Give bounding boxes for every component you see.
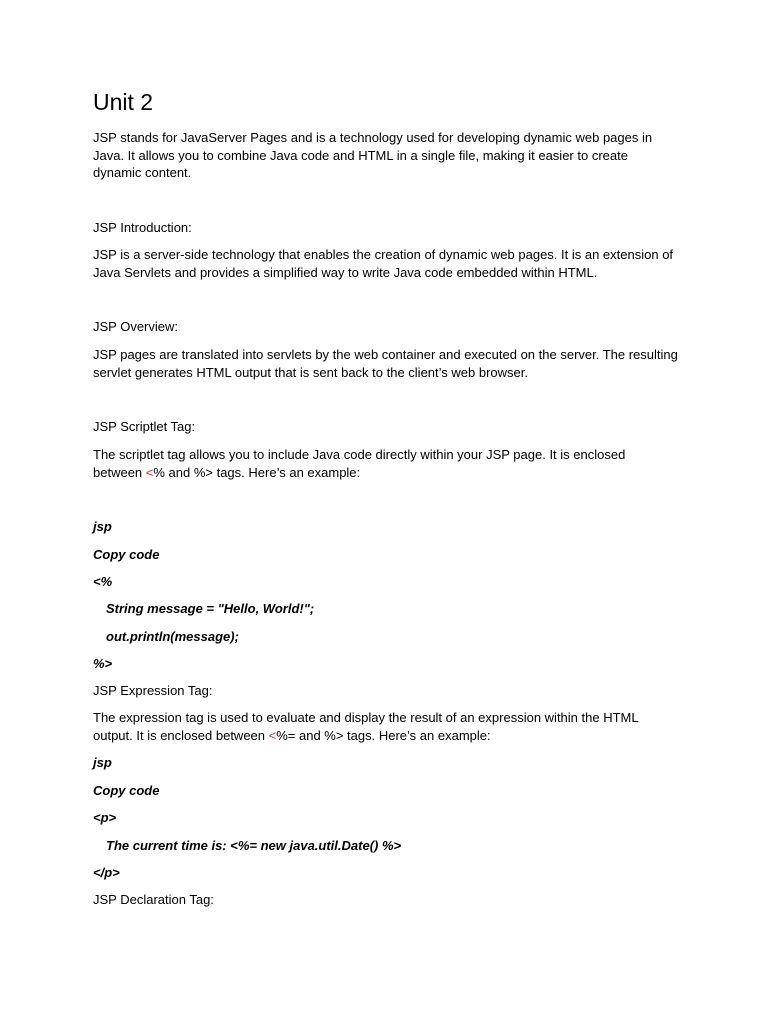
scriptlet-code-line: out.println(message); (106, 629, 239, 644)
scriptlet-code-lang: jsp (93, 519, 112, 534)
scriptlet-code-line: String message = "Hello, World!"; (106, 601, 315, 616)
scriptlet-code-line: %> (93, 656, 113, 671)
expression-heading: JSP Expression Tag: (93, 683, 213, 698)
page-title: Unit 2 (93, 89, 154, 115)
expression-paragraph (93, 709, 678, 744)
introduction-paragraph: JSP is a server-side technology that enables the creation of dynamic web pages. It is an extension of Java Servlets and provides a simplified way to write Java code embedded within HTML. (93, 247, 674, 280)
scriptlet-code-line: <% (93, 574, 113, 589)
intro-paragraph: JSP stands for JavaServer Pages and is a technology used for developing dynamic web pages in Java. It allows you to combine Java code and HTML in a single file, making it easier to create dynamic content. (93, 130, 653, 180)
scriptlet-red-bracket: < (145, 464, 154, 480)
scriptlet-text-end: % and %> tags. Here’s an example: (153, 464, 361, 480)
scriptlet-copy-code: Copy code (93, 547, 160, 562)
expression-text-start: The expression tag is used to evaluate and display the result of an expression within the HTML output. It is enclosed between (93, 710, 639, 743)
expression-code-line: The current time is: <%= new java.util.Date() %> (106, 838, 402, 853)
overview-paragraph: JSP pages are translated into servlets by the web container and executed on the server. The resulting servlet generates HTML output that is sent back to the client’s web browser. (93, 347, 678, 380)
expression-text-end: %= and %> tags. Here’s an example: (276, 727, 491, 743)
introduction-heading: JSP Introduction: (93, 220, 192, 235)
expression-code-line: <p> (93, 810, 117, 825)
scriptlet-heading: JSP Scriptlet Tag: (93, 419, 196, 434)
scriptlet-text-start: The scriptlet tag allows you to include Java code directly within your JSP page. It is enclosed between (93, 447, 626, 480)
expression-red-bracket: < (268, 727, 277, 743)
expression-code-line: </p> (93, 865, 120, 880)
expression-code-lang: jsp (93, 755, 112, 770)
expression-copy-code: Copy code (93, 783, 160, 798)
overview-heading: JSP Overview: (93, 319, 179, 334)
scriptlet-paragraph (93, 446, 678, 481)
declaration-heading: JSP Declaration Tag: (93, 892, 214, 907)
